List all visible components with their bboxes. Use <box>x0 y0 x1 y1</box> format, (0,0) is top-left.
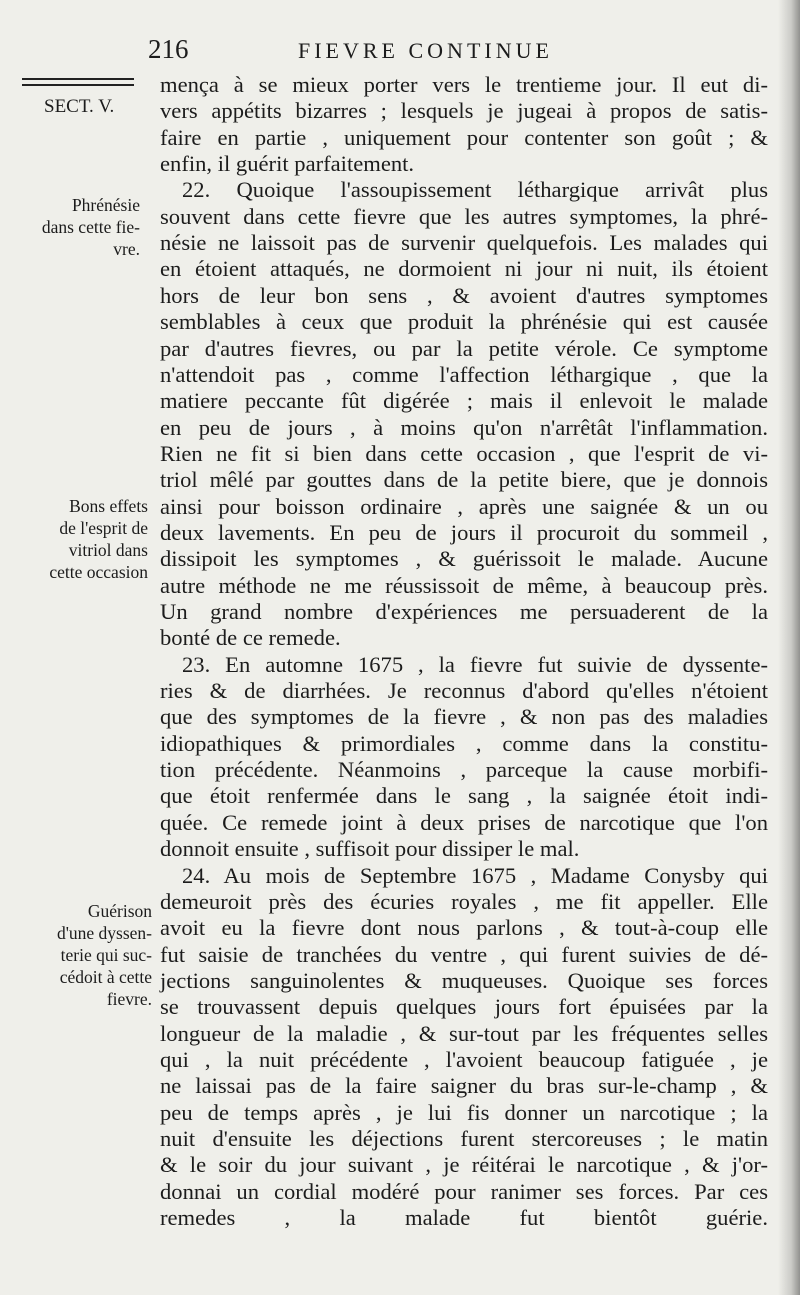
body-line: en étoient attaqués, ne dormoient ni jour ni nuit, ils étoient <box>160 256 768 282</box>
margin-note-line: de l'esprit de <box>59 518 148 538</box>
section-rule-top <box>22 78 134 80</box>
body-line: ries & de diarrhées. Je reconnus d'abord qu'elles n'étoient <box>160 678 768 704</box>
margin-note-line: cédoit à cette <box>59 967 152 987</box>
body-line: souvent dans cette fievre que les autres symptomes, la phré- <box>160 203 768 229</box>
body-line: qui , la nuit précédente , l'avoient beaucoup fatiguée , je <box>160 1046 768 1072</box>
body-line: remedes , la malade fut bientôt guérie. <box>160 1205 768 1231</box>
margin-note-line: Phrénésie <box>71 195 140 215</box>
body-line: longueur de la maladie , & sur-tout par les fréquentes selles <box>160 1020 768 1046</box>
page-header <box>148 34 768 70</box>
section-rule-bottom <box>22 84 134 86</box>
body-line: 23. En automne 1675 , la fievre fut suivie de dyssente- <box>182 651 768 677</box>
body-line: en peu de jours , à moins qu'on n'arrêtât l'inflammation. <box>160 414 768 440</box>
margin-note-line: terie qui suc- <box>60 945 152 965</box>
body-line: idiopathiques & primordiales , comme dans la constitu- <box>160 730 768 756</box>
margin-note-line: fievre. <box>106 989 152 1009</box>
page-edge-shadow <box>778 0 800 1295</box>
body-line: dissipoit les symptomes , & guérissoit le malade. Aucune <box>160 546 768 572</box>
body-line: quée. Ce remede joint à deux prises de narcotique que l'on <box>160 809 768 835</box>
body-line: mença à se mieux porter vers le trentieme jour. Il eut di- <box>160 72 768 97</box>
body-line: 22. Quoique l'assoupissement léthargique arrivât plus <box>182 177 768 203</box>
body-line: se trouvassent depuis quelques jours fort épuisées par la <box>160 994 768 1020</box>
margin-note-line: Bons effets <box>69 496 148 516</box>
body-line: que des symptomes de la fievre , & non pas des maladies <box>160 704 768 730</box>
body-line: vers appétits bizarres ; lesquels je jugeai à propos de satis- <box>160 98 768 124</box>
body-line: jections sanguinolentes & muqueuses. Quoique ses forces <box>160 967 768 993</box>
body-line: bonté de ce remede. <box>160 625 341 651</box>
body-line: 24. Au mois de Septembre 1675 , Madame Conysby qui <box>182 862 768 888</box>
margin-note-line: Guérison <box>87 901 152 921</box>
body-line: hors de leur bon sens , & avoient d'autres symptomes <box>160 282 768 308</box>
body-line: enfin, il guérit parfaitement. <box>160 151 415 177</box>
margin-note-phrenesie <box>22 194 140 260</box>
body-line: & le soir du jour suivant , je réitérai le narcotique , & j'or- <box>160 1152 768 1178</box>
body-line: avoit eu la fievre dont nous parlons , & tout-à-coup elle <box>160 915 768 941</box>
body-line: matiere peccante fût digérée ; mais il enlevoit le malade <box>160 388 768 414</box>
body-line: par d'autres fievres, ou par la petite vérole. Ce symptome <box>160 335 768 361</box>
margin-note-line: cette occasion <box>49 562 148 582</box>
margin-note-line: d'une dyssen- <box>56 923 152 943</box>
body-line: Rien ne fit si bien dans cette occasion , que l'esprit de vi- <box>160 440 768 466</box>
body-line: nuit d'ensuite les déjections furent stercoreuses ; le matin <box>160 1126 768 1151</box>
body-line: autre méthode ne me réussissoit de même, à beaucoup près. <box>160 572 768 598</box>
margin-note-line: vre. <box>113 239 140 259</box>
body-line: que étoit renfermée dans le sang , la saignée étoit indi- <box>160 783 768 809</box>
body-line: semblables à ceux que produit la phrénésie qui est causée <box>160 309 768 335</box>
body-line: tion précédente. Néanmoins , parceque la cause morbifi- <box>160 757 768 783</box>
body-line: triol mêlé par gouttes dans de la petite biere, que je donnois <box>160 467 768 493</box>
body-line: fut saisie de tranchées du ventre , qui furent suivies de dé- <box>160 941 768 967</box>
body-line: peu de temps après , je lui fis donner un narcotique ; la <box>160 1099 768 1125</box>
body-line: demeuroit près des écuries royales , me fit appeller. Elle <box>160 888 768 914</box>
margin-note-dyssenterie <box>22 900 152 1010</box>
body-line: faire en partie , uniquement pour contenter son goût ; & <box>160 124 768 150</box>
margin-note-line: vitriol dans <box>68 540 148 560</box>
body-line: ne laissai pas de la faire saigner du bras sur-le-champ , & <box>160 1073 768 1099</box>
margin-note-line: dans cette fie- <box>41 217 140 237</box>
running-title: FIEVRE CONTINUE <box>298 38 553 63</box>
body-line: donnoit ensuite , suffisoit pour dissiper le mal. <box>160 836 580 862</box>
page-number: 216 <box>148 34 189 64</box>
body-line: deux lavements. En peu de jours il procuroit du sommeil , <box>160 519 768 545</box>
body-line: donnai un cordial modéré pour ranimer ses forces. Par ces <box>160 1178 768 1204</box>
section-label: SECT. V. <box>44 96 115 117</box>
margin-note-vitriol <box>22 495 148 583</box>
body-line: n'attendoit pas , comme l'affection léthargique , que la <box>160 361 768 387</box>
body-line: nésie ne laissoit pas de survenir quelquefois. Les malades qui <box>160 230 768 256</box>
body-line: Un grand nombre d'expériences me persuaderent de la <box>160 599 768 624</box>
body-line: ainsi pour boisson ordinaire , après une saignée & un ou <box>160 493 768 519</box>
